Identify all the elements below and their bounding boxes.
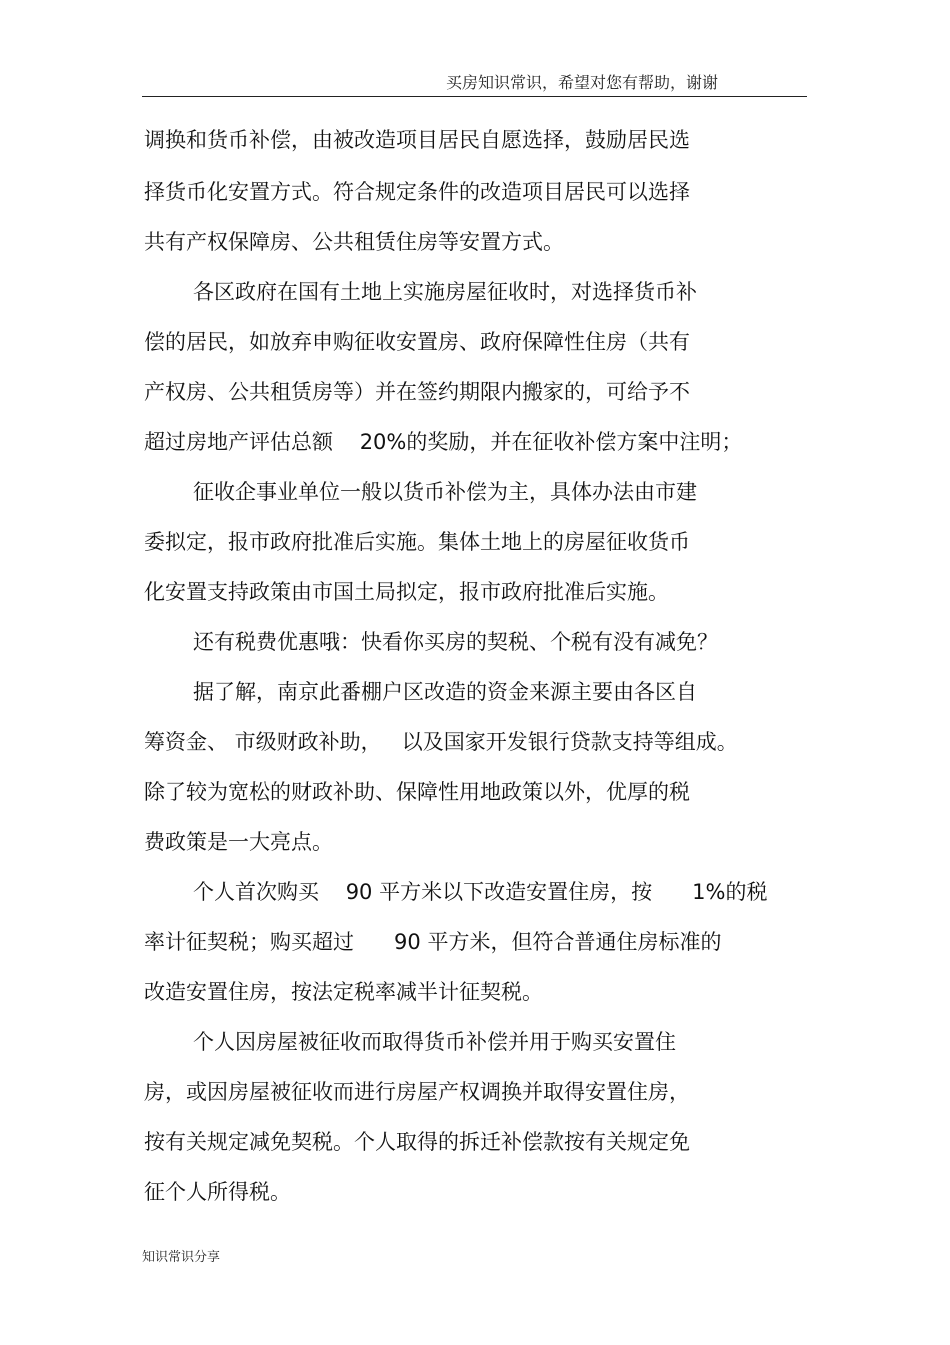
header-divider	[142, 96, 807, 97]
body-line: 筹资金、 市级财政补助， 以及国家开发银行贷款支持等组成。	[144, 730, 738, 754]
body-line: 偿的居民，如放弃申购征收安置房、政府保障性住房（共有	[144, 330, 690, 354]
header-title: 买房知识常识，希望对您有帮助，谢谢	[446, 73, 719, 92]
body-line: 按有关规定减免契税。个人取得的拆迁补偿款按有关规定免	[144, 1130, 690, 1154]
body-line: 据了解，南京此番棚户区改造的资金来源主要由各区自	[193, 680, 697, 704]
body-line: 房，或因房屋被征收而进行房屋产权调换并取得安置住房，	[144, 1080, 690, 1104]
body-line: 个人首次购买 90 平方米以下改造安置住房，按 1%的税	[193, 880, 768, 904]
page-footer: 知识常识分享	[142, 1250, 221, 1265]
body-line: 除了较为宽松的财政补助、保障性用地政策以外，优厚的税	[144, 780, 690, 804]
body-line: 产权房、公共租赁房等）并在签约期限内搬家的，可给予不	[144, 380, 690, 404]
body-line: 各区政府在国有土地上实施房屋征收时，对选择货币补	[193, 280, 697, 304]
body-line: 调换和货币补偿，由被改造项目居民自愿选择，鼓励居民选	[144, 128, 690, 152]
body-line: 委拟定，报市政府批准后实施。集体土地上的房屋征收货币	[144, 530, 690, 554]
body-line: 费政策是一大亮点。	[144, 830, 333, 854]
body-line: 征收企事业单位一般以货币补偿为主，具体办法由市建	[193, 480, 697, 504]
body-line: 还有税费优惠哦：快看你买房的契税、个税有没有减免？	[193, 630, 718, 654]
body-line: 改造安置住房，按法定税率减半计征契税。	[144, 980, 543, 1004]
body-line: 择货币化安置方式。符合规定条件的改造项目居民可以选择	[144, 180, 690, 204]
body-line: 率计征契税；购买超过 90 平方米，但符合普通住房标准的	[144, 930, 722, 954]
body-line: 征个人所得税。	[144, 1180, 291, 1204]
body-line: 化安置支持政策由市国土局拟定，报市政府批准后实施。	[144, 580, 669, 604]
body-line: 超过房地产评估总额 20%的奖励，并在征收补偿方案中注明；	[144, 430, 743, 454]
body-line: 共有产权保障房、公共租赁住房等安置方式。	[144, 230, 564, 254]
body-line: 个人因房屋被征收而取得货币补偿并用于购买安置住	[193, 1030, 676, 1054]
